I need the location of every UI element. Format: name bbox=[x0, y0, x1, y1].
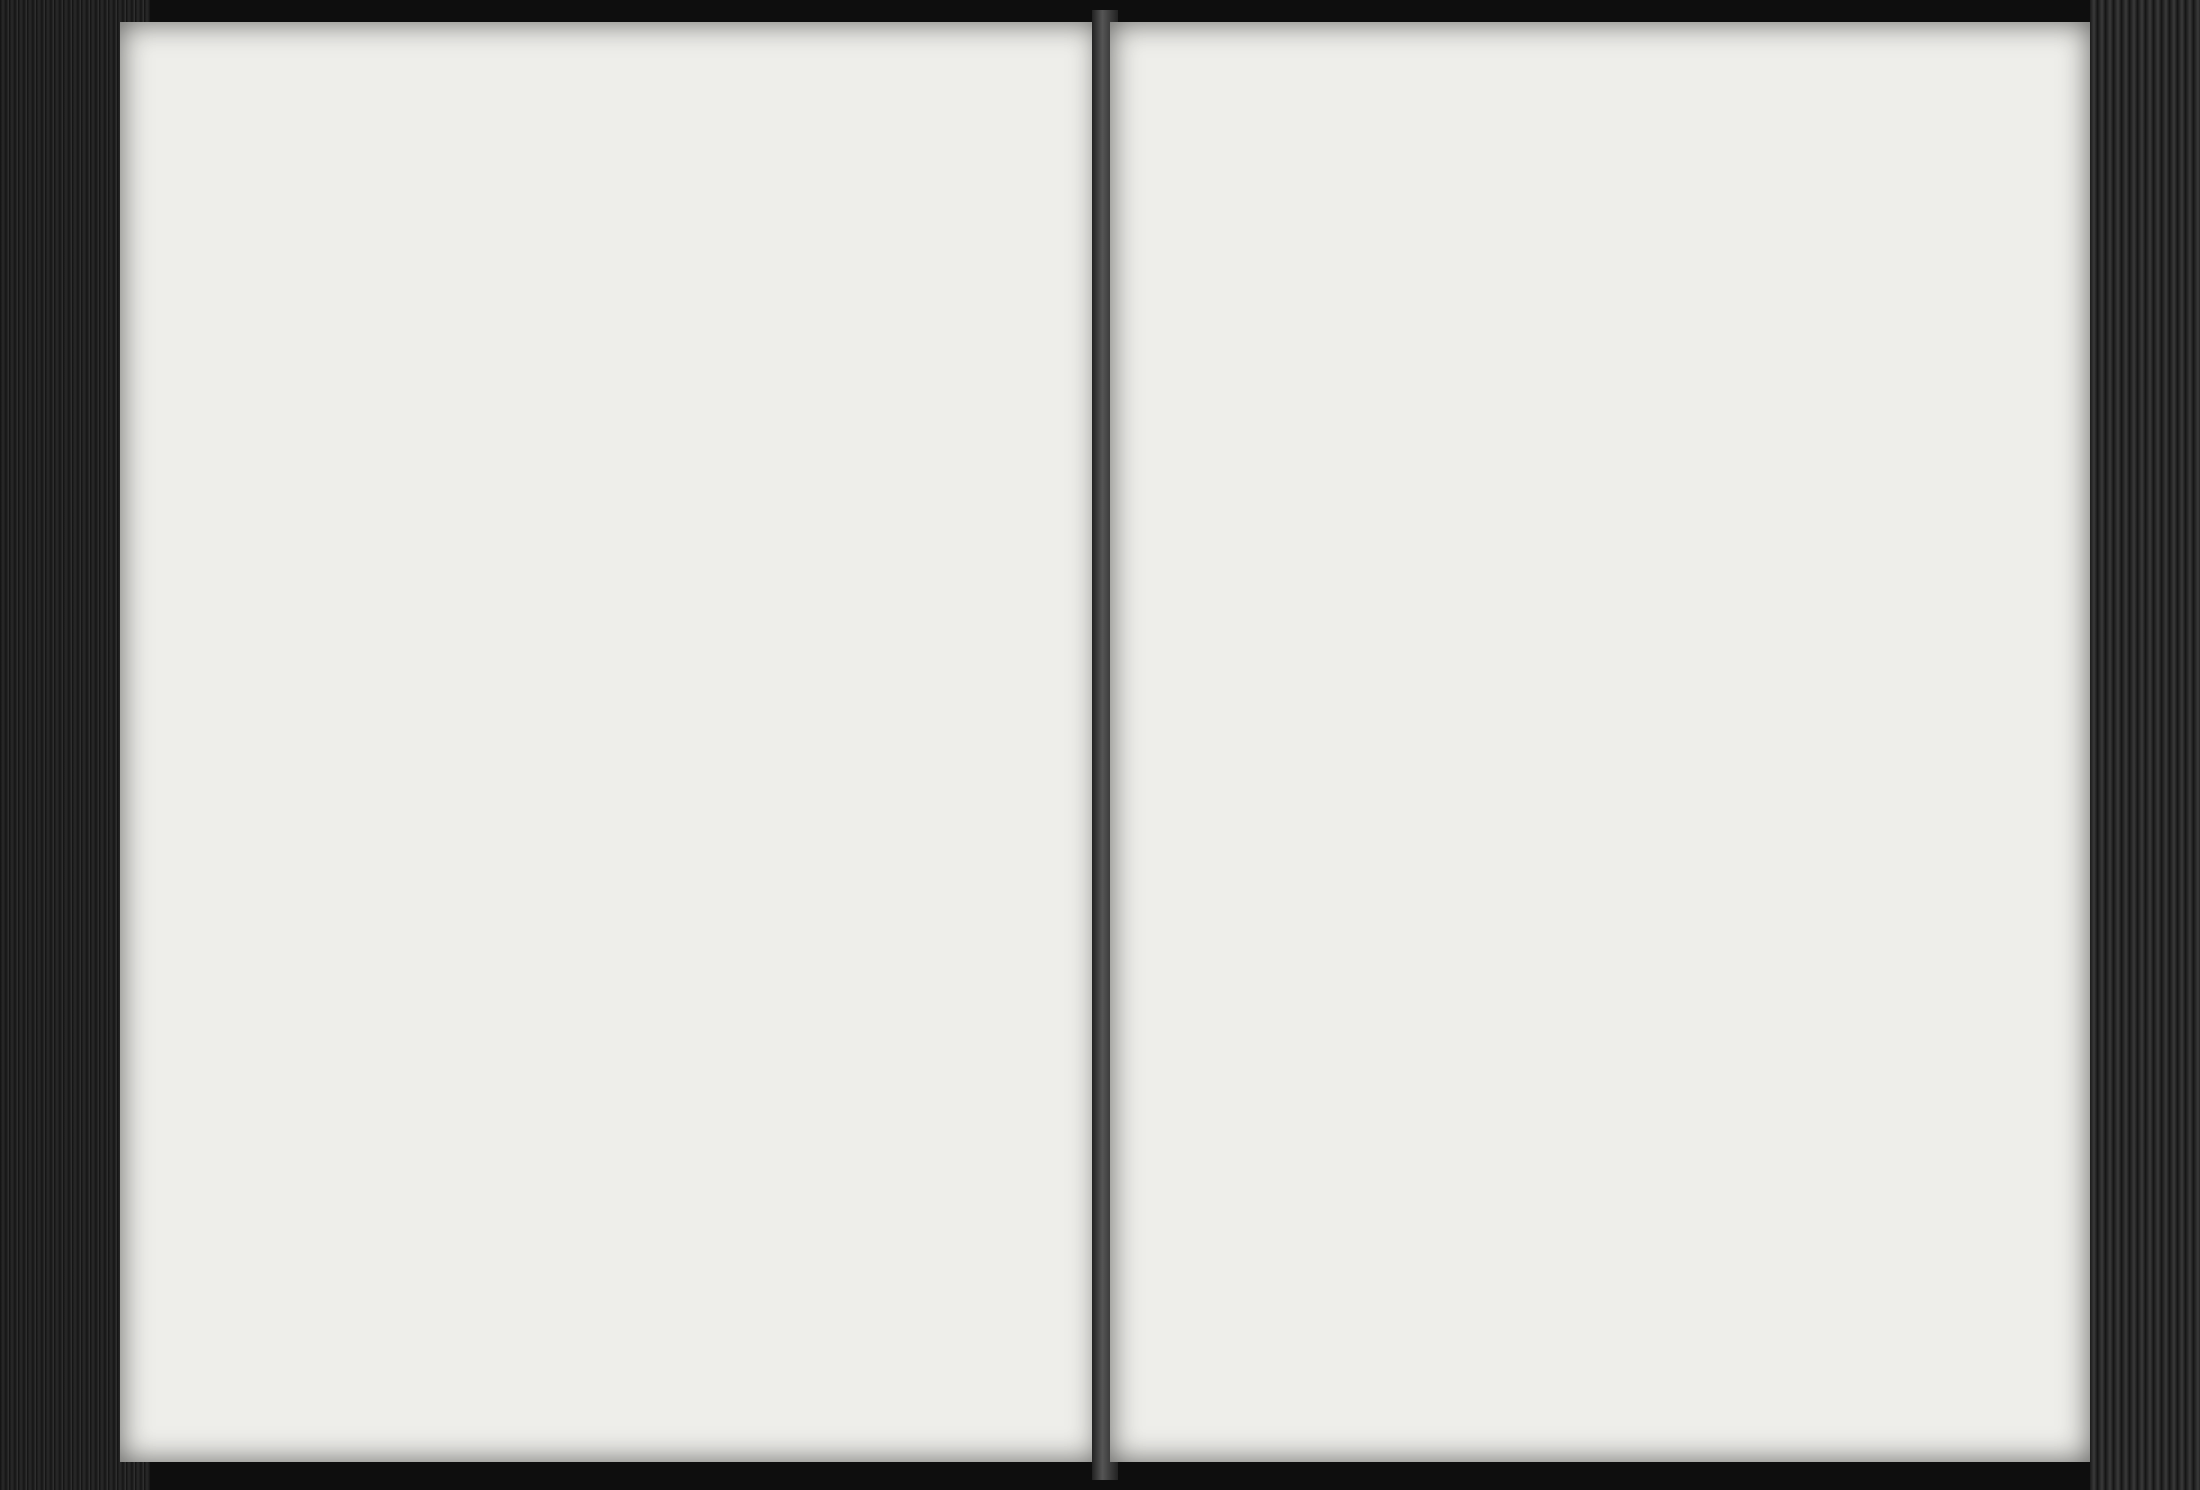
book-edge-right bbox=[2090, 0, 2200, 1490]
left-page-grid bbox=[120, 22, 1100, 1462]
right-page bbox=[1110, 22, 2090, 1462]
left-page bbox=[120, 22, 1100, 1462]
right-page-grid bbox=[1110, 22, 2090, 1462]
